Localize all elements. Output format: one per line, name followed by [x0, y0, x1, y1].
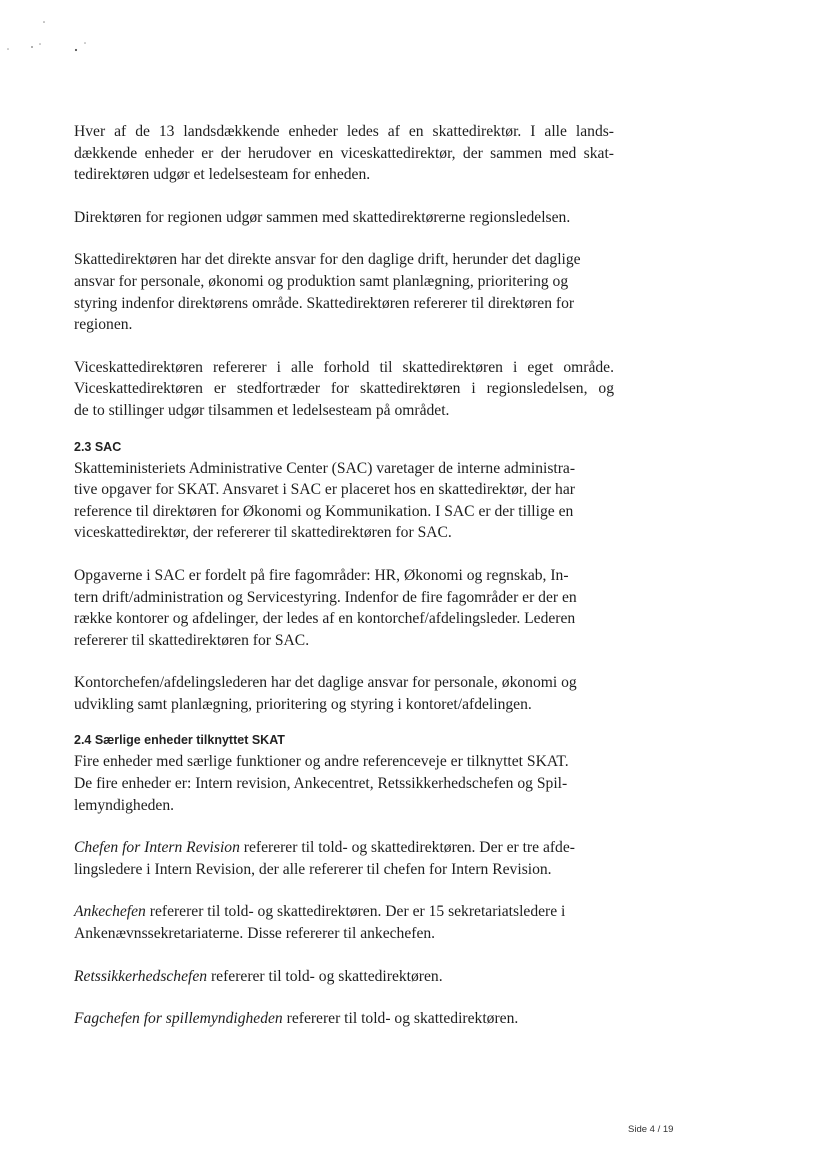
paragraph-sac-kontorchef: [74, 672, 614, 715]
paragraph-regionsledelse: [74, 207, 614, 229]
scan-specks: [0, 0, 120, 60]
paragraph-special-intro: [74, 751, 614, 816]
text-line: Kontorchefen/afdelingslederen har det daglige ansvar for personale, økonomi og: [74, 674, 577, 692]
text-line: de to stillinger udgør tilsammen et ledelsesteam på området.: [74, 401, 450, 419]
document-body: [74, 121, 614, 1051]
text-line: Hver af de 13 landsdækkende enheder ledes af en skattedirektør. I alle lands-: [74, 123, 614, 140]
text-line: Opgaverne i SAC er fordelt på fire fagområder: HR, Økonomi og regnskab, In-: [74, 566, 569, 584]
section-heading-sac: 2.3 SAC: [74, 439, 122, 454]
paragraph-ankechef: [74, 901, 614, 944]
paragraph-viceskattedirektoer: [74, 357, 614, 422]
text-line: tive opgaver for SKAT. Ansvaret i SAC er placeret hos en skattedirektør, der har: [74, 481, 575, 499]
text-line: Skatteministeriets Administrative Center (SAC) varetager de interne administra-: [74, 459, 576, 477]
paragraph-skattedirektoer-ansvar: [74, 249, 614, 335]
text-line: Direktøren for regionen udgør sammen med skattedirektørerne regionsledelsen.: [74, 208, 571, 226]
text-line: reference til direktøren for Økonomi og Kommunikation. I SAC er der tillige en: [74, 502, 574, 520]
text-line: [74, 1008, 614, 1030]
paragraph-landsdaekkende: [74, 121, 614, 186]
text-line: Fire enheder med særlige funktioner og andre referenceveje er tilknyttet SKAT.: [74, 753, 569, 771]
text-line: lingsledere i Intern Revision, der alle refererer til chefen for Intern Revision.: [74, 860, 552, 878]
text-line: Viceskattedirektøren er stedfortræder for skattedirektøren i regionsledelsen, og: [74, 380, 614, 398]
text-line: styring indenfor direktørens område. Skattedirektøren refererer til direktøren for: [74, 294, 575, 312]
italic-lead: Fagchefen for spillemyndigheden: [74, 1010, 283, 1028]
text-line: refererer til skattedirektøren for SAC.: [74, 631, 310, 649]
text-line: regionen.: [74, 316, 133, 334]
paragraph-sac-intro: [74, 458, 614, 544]
text-line: Viceskattedirektøren refererer i alle forhold til skattedirektøren i eget område.: [74, 358, 614, 376]
paragraph-intern-revision: [74, 837, 614, 880]
italic-lead: Retssikkerhedschefen: [74, 967, 208, 985]
text-line: række kontorer og afdelinger, der ledes af en kontorchef/afdelingsleder. Lederen: [74, 610, 576, 628]
text-run: refererer til told- og skattedirektøren. Der er tre afde-: [239, 839, 575, 857]
text-line: tedirektøren udgør et ledelsesteam for enheden.: [74, 166, 371, 184]
italic-lead: Ankechefen: [74, 903, 146, 921]
italic-lead: Chefen for Intern Revision: [74, 839, 240, 857]
text-line: lemyndigheden.: [74, 796, 175, 814]
text-line: udvikling samt planlægning, prioritering og styring i kontoret/afdelingen.: [74, 695, 532, 713]
text-line: ansvar for personale, økonomi og produktion samt planlægning, prioritering og: [74, 272, 569, 290]
paragraph-retssikkerhedschef: [74, 966, 614, 988]
section-heading-special-units: 2.4 Særlige enheder tilknyttet SKAT: [74, 733, 285, 748]
text-line: De fire enheder er: Intern revision, Ankecentret, Retssikkerhedschefen og Spil-: [74, 775, 568, 793]
text-line: tern drift/administration og Servicestyring. Indenfor de fire fagområder er der en: [74, 588, 577, 606]
text-run: refererer til told- og skattedirektøren.: [207, 967, 443, 985]
page-number: Side 4 / 19: [628, 1124, 674, 1135]
text-line: Ankenævnssekretariaterne. Disse refererer til ankechefen.: [74, 925, 436, 943]
text-line: Skattedirektøren har det direkte ansvar for den daglige drift, herunder det daglige: [74, 251, 581, 269]
text-line: [74, 901, 614, 923]
paragraph-sac-fagomraader: [74, 565, 614, 651]
text-line: dækkende enheder er der herudover en viceskattedirektør, der sammen med skat-: [74, 144, 614, 162]
text-run: refererer til told- og skattedirektøren. Der er 15 sekretariatsledere i: [145, 903, 566, 921]
text-line: [74, 966, 614, 988]
text-run: refererer til told- og skattedirektøren.: [282, 1010, 519, 1028]
text-line: [74, 837, 614, 859]
text-line: viceskattedirektør, der refererer til skattedirektøren for SAC.: [74, 524, 452, 542]
paragraph-spillemyndighed: [74, 1008, 614, 1030]
